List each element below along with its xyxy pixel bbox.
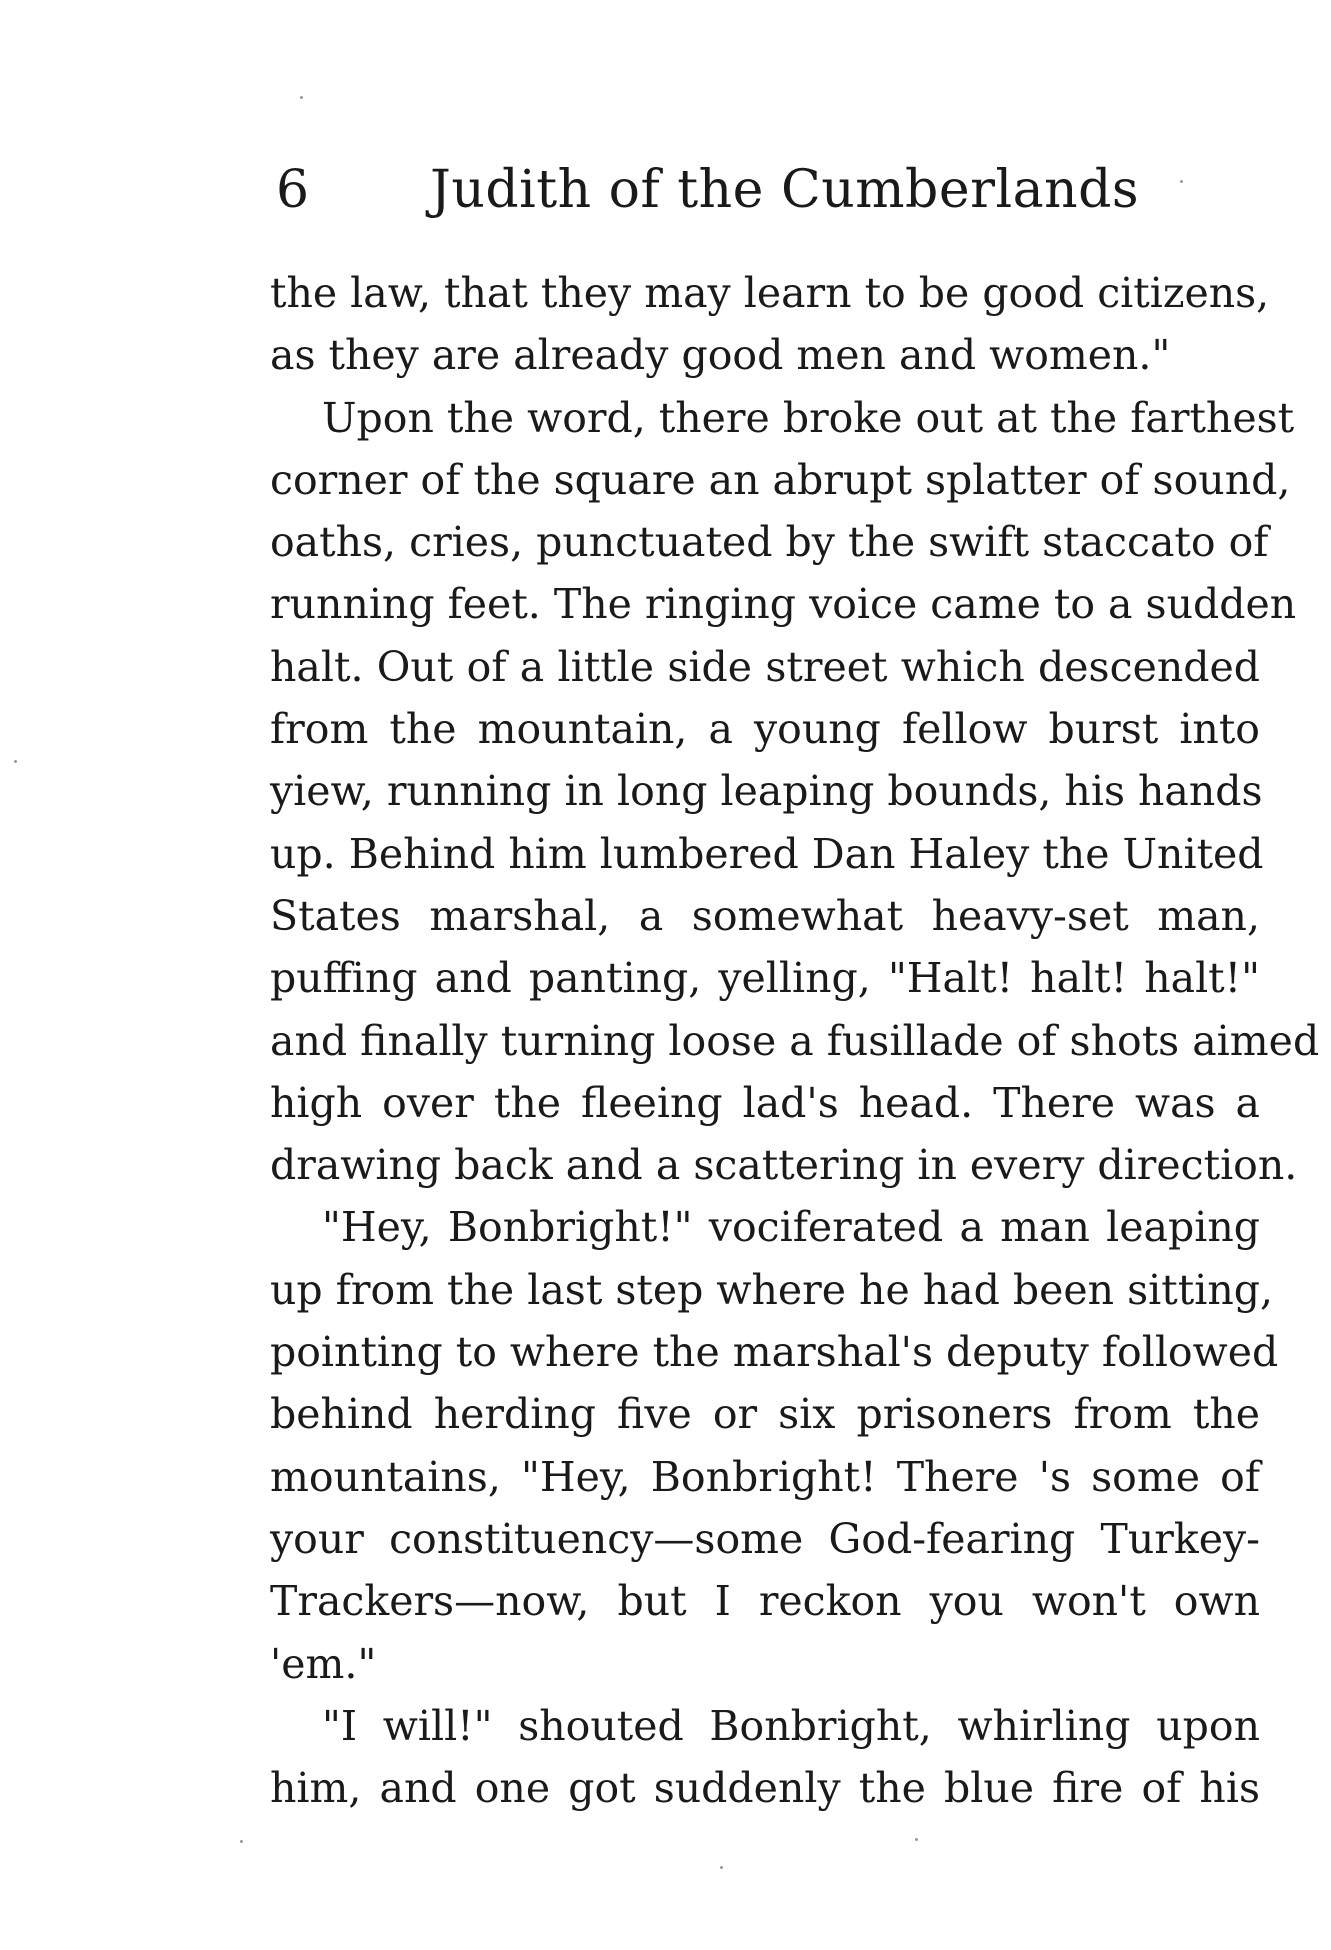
paragraph-first-line: "Hey, Bonbright!" vociferated a man leaping	[322, 1203, 1260, 1252]
running-title: Judith of the Cumberlands	[430, 160, 1140, 220]
text-line: behind herding five or six prisoners from the	[270, 1390, 1260, 1439]
body-text	[270, 262, 1320, 1819]
text-line: puffing and panting, yelling, "Halt! halt! halt!"	[270, 954, 1260, 1003]
text-line: mountains, "Hey, Bonbright! There 's some of	[270, 1452, 1260, 1501]
text-line: and finally turning loose a fusillade of shots aimed	[270, 1016, 1320, 1065]
text-line: running feet. The ringing voice came to a sudden	[270, 580, 1297, 629]
paper-speck	[1180, 180, 1183, 183]
text-line: as they are already good men and women."	[270, 331, 1171, 380]
text-line: yiew, running in long leaping bounds, his hands	[270, 767, 1263, 816]
text-line: up from the last step where he had been sitting,	[270, 1265, 1273, 1314]
paper-speck	[915, 1838, 918, 1841]
text-line: States marshal, a somewhat heavy-set man,	[270, 891, 1260, 940]
paper-speck	[300, 96, 303, 99]
paragraph-first-line: Upon the word, there broke out at the farthest	[322, 393, 1295, 442]
text-line: him, and one got suddenly the blue fire of his	[270, 1764, 1260, 1813]
paper-speck	[240, 1840, 243, 1843]
text-line: up. Behind him lumbered Dan Haley the United	[270, 829, 1264, 878]
text-line: corner of the square an abrupt splatter of sound,	[270, 455, 1291, 504]
text-line: pointing to where the marshal's deputy followed	[270, 1328, 1279, 1377]
paper-speck	[720, 1866, 723, 1869]
page-header	[272, 150, 1140, 230]
page-number: 6	[276, 160, 310, 220]
text-line: 'em."	[270, 1639, 377, 1688]
text-line: Trackers—now, but I reckon you won't own	[270, 1577, 1260, 1626]
text-line: from the mountain, a young fellow burst into	[270, 705, 1260, 754]
text-line: the law, that they may learn to be good citizens,	[270, 269, 1270, 317]
text-line: high over the fleeing lad's head. There was a	[270, 1078, 1260, 1127]
text-line: halt. Out of a little side street which descended	[270, 642, 1260, 691]
paragraph-first-line: "I will!" shouted Bonbright, whirling upon	[322, 1701, 1260, 1750]
text-line: drawing back and a scattering in every direction.	[270, 1141, 1298, 1190]
text-line: oaths, cries, punctuated by the swift staccato of	[270, 518, 1269, 567]
paper-speck	[14, 760, 17, 763]
text-line: your constituency—some God-fearing Turkey-	[270, 1514, 1260, 1563]
